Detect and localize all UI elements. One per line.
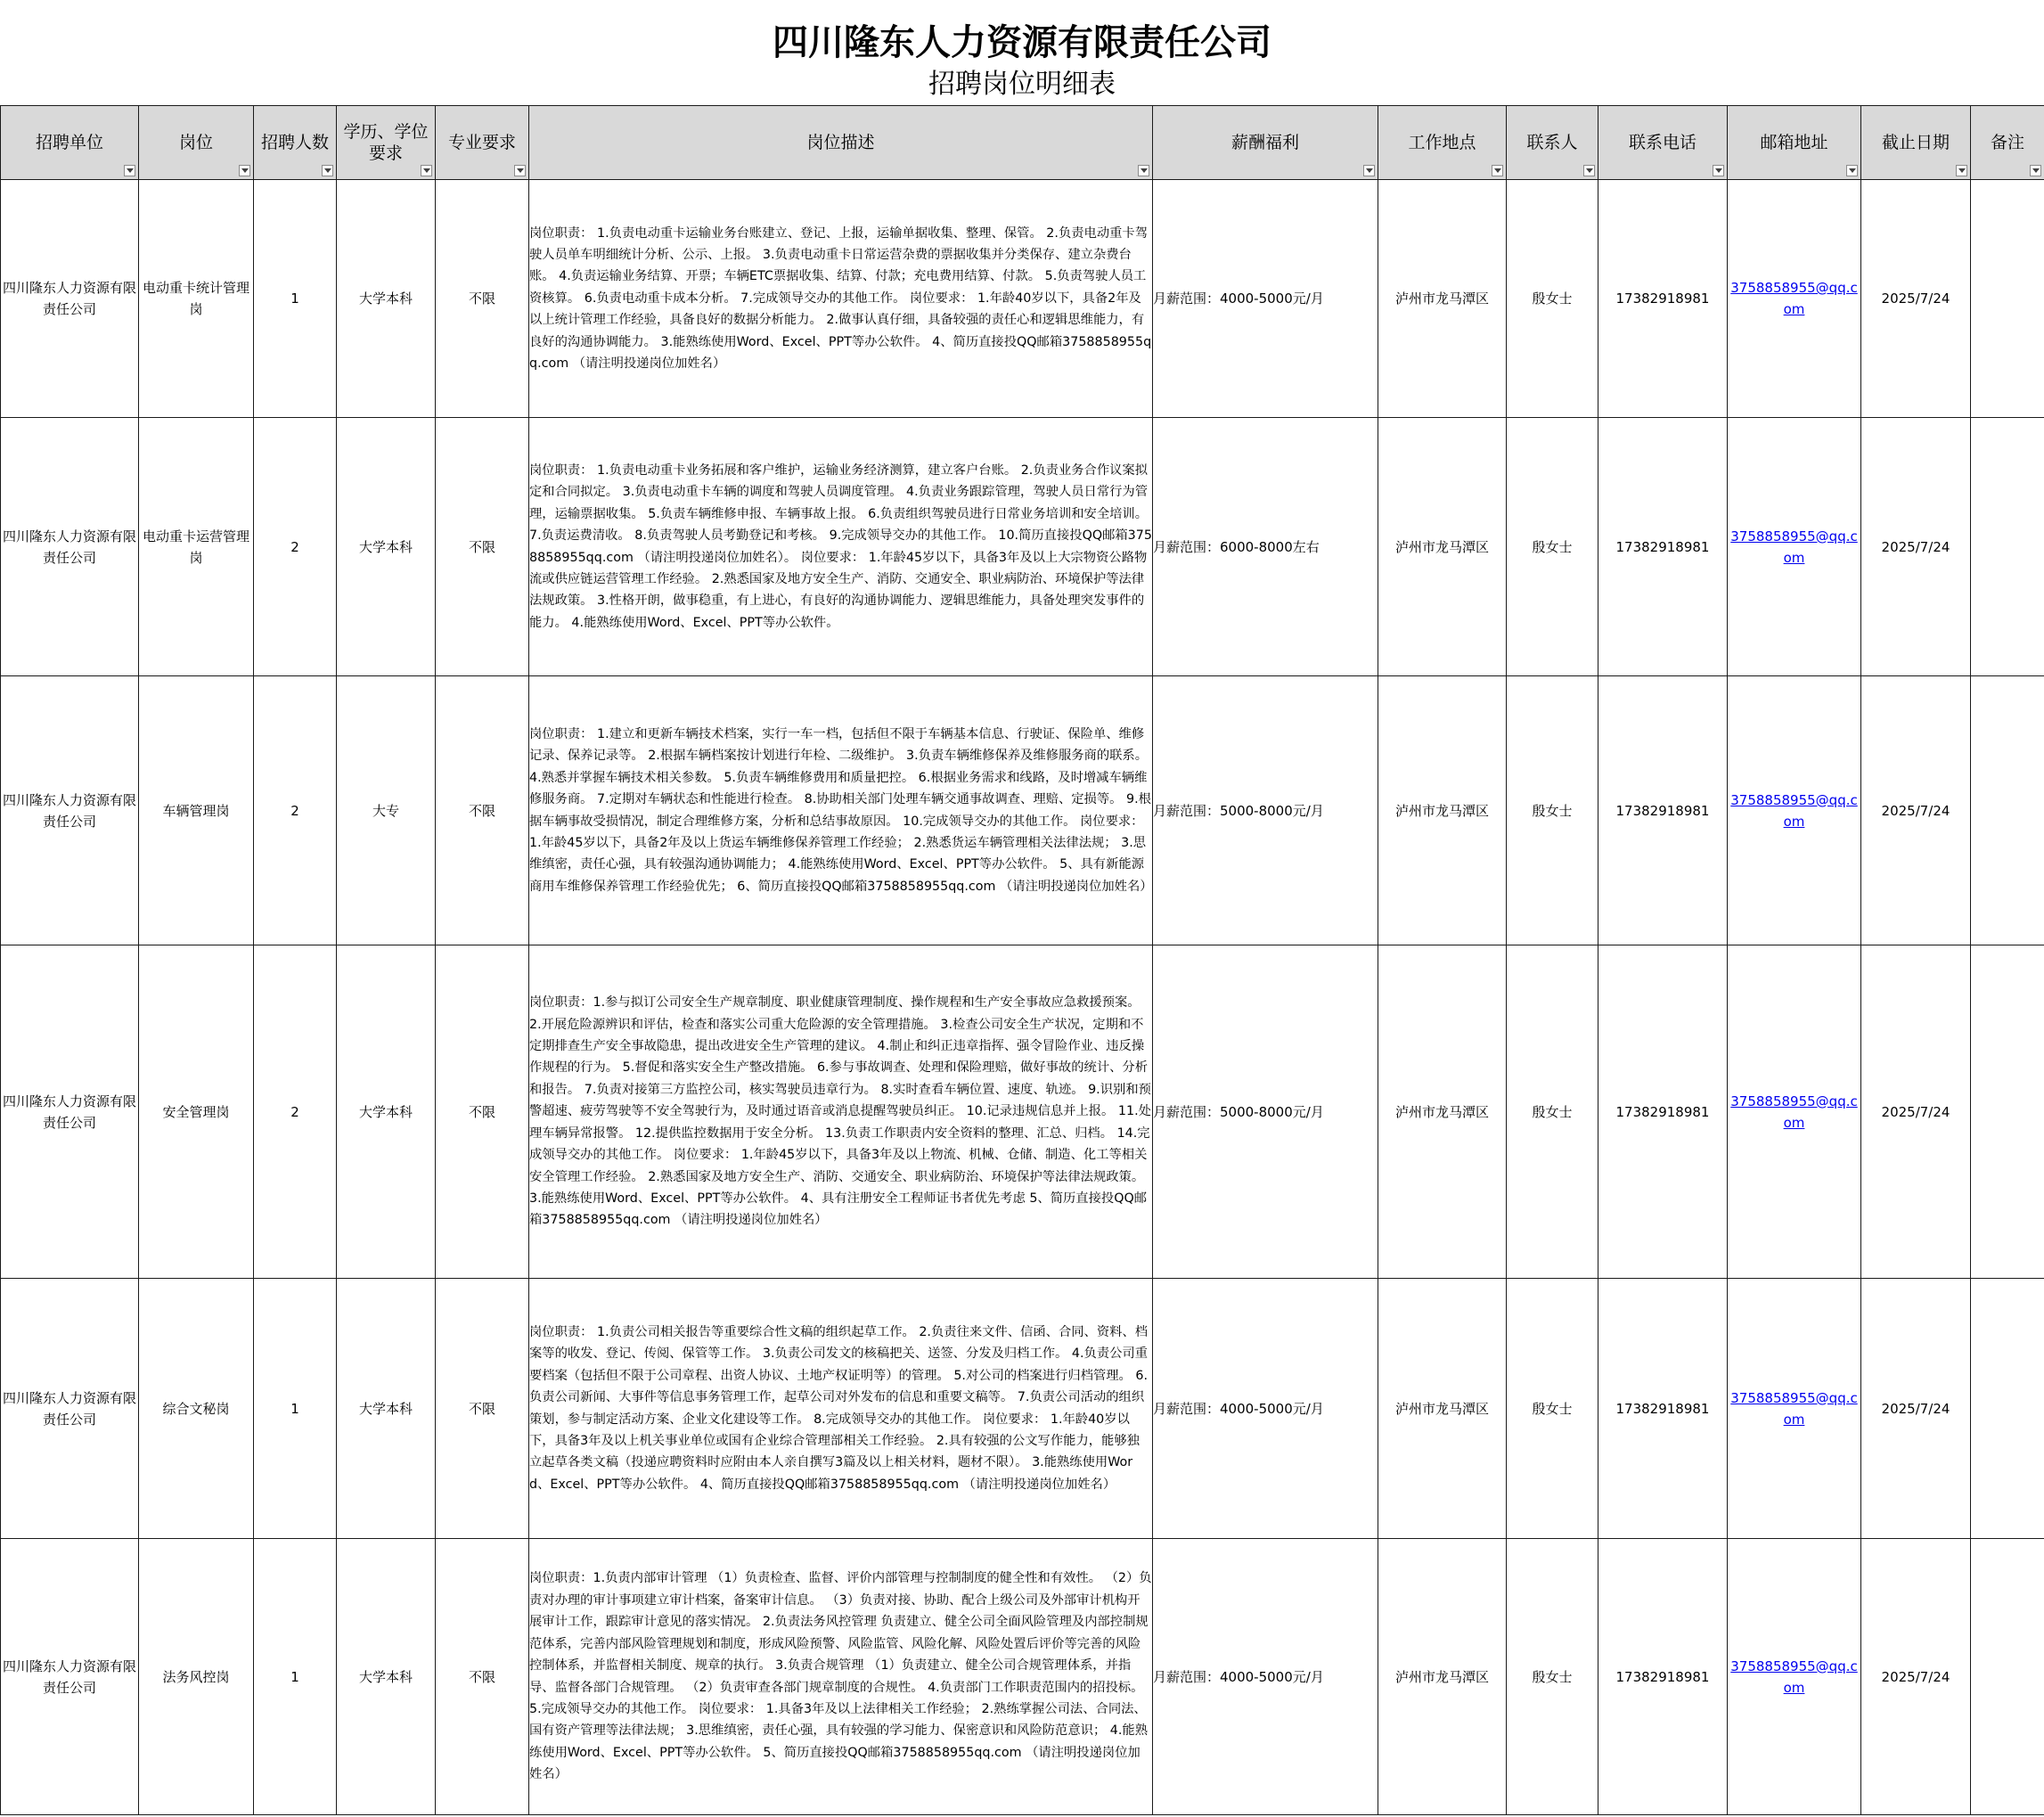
cell-salary: 月薪范围：4000-5000元/月	[1153, 1279, 1378, 1539]
cell-note	[1971, 676, 2044, 945]
table-row	[1, 418, 2044, 676]
header-phone: 联系电话	[1598, 106, 1728, 180]
cell-note	[1971, 945, 2044, 1279]
header-unit: 招聘单位	[1, 106, 139, 180]
cell-count: 1	[254, 1539, 337, 1815]
filter-dropdown-icon[interactable]	[514, 165, 526, 176]
cell-salary: 月薪范围：6000-8000左右	[1153, 418, 1378, 676]
cell-note	[1971, 418, 2044, 676]
header-major: 专业要求	[436, 106, 529, 180]
table-row	[1, 945, 2044, 1279]
cell-unit: 四川隆东人力资源有限责任公司	[1, 1539, 139, 1815]
filter-dropdown-icon[interactable]	[124, 165, 135, 176]
cell-unit: 四川隆东人力资源有限责任公司	[1, 418, 139, 676]
cell-deadline: 2025/7/24	[1861, 180, 1971, 418]
cell-email	[1728, 180, 1861, 418]
filter-dropdown-icon[interactable]	[1363, 165, 1375, 176]
cell-major: 不限	[436, 418, 529, 676]
filter-dropdown-icon[interactable]	[1956, 165, 1967, 176]
cell-contact: 殷女士	[1507, 1279, 1598, 1539]
cell-location: 泸州市龙马潭区	[1378, 676, 1507, 945]
cell-salary: 月薪范围：4000-5000元/月	[1153, 180, 1378, 418]
filter-dropdown-icon[interactable]	[2030, 165, 2041, 176]
cell-unit: 四川隆东人力资源有限责任公司	[1, 1279, 139, 1539]
header-post: 岗位	[139, 106, 254, 180]
cell-count: 1	[254, 180, 337, 418]
cell-count: 2	[254, 676, 337, 945]
header-note: 备注	[1971, 106, 2044, 180]
filter-dropdown-icon[interactable]	[322, 165, 333, 176]
table-row	[1, 1539, 2044, 1815]
cell-deadline: 2025/7/24	[1861, 1539, 1971, 1815]
cell-post: 电动重卡统计管理岗	[139, 180, 254, 418]
header-deadline: 截止日期	[1861, 106, 1971, 180]
cell-phone: 17382918981	[1598, 1279, 1728, 1539]
cell-unit: 四川隆东人力资源有限责任公司	[1, 180, 139, 418]
cell-major: 不限	[436, 1539, 529, 1815]
cell-degree: 大学本科	[337, 1279, 436, 1539]
header-description: 岗位描述	[529, 106, 1153, 180]
cell-degree: 大学本科	[337, 180, 436, 418]
cell-location: 泸州市龙马潭区	[1378, 945, 1507, 1279]
header-degree: 学历、学位要求	[337, 106, 436, 180]
cell-deadline: 2025/7/24	[1861, 676, 1971, 945]
cell-degree: 大学本科	[337, 1539, 436, 1815]
cell-email	[1728, 1279, 1861, 1539]
email-link[interactable]: 3758858955@qq.com	[1730, 528, 1858, 566]
cell-note	[1971, 180, 2044, 418]
cell-phone: 17382918981	[1598, 180, 1728, 418]
header-contact: 联系人	[1507, 106, 1598, 180]
table-row	[1, 180, 2044, 418]
cell-degree: 大学本科	[337, 418, 436, 676]
cell-description: 岗位职责：1.参与拟订公司安全生产规章制度、职业健康管理制度、操作规程和生产安全事故应急救援预案。 2.开展危险源辨识和评估，检查和落实公司重大危险源的安全管理措施。 3.检查公司安全生产状况，定期和不定期排查生产安全事故隐患，提出改进安全生产管理的建议。 4.制止和纠正违章指挥、强令冒险作业、违反操作规程的行为。 5.督促和落实安全生产整改措施。 6.参与事故调查、处理和保险理赔，做好事故的统计、分析和报告。 7.负责对接第三方监控公司，核实驾驶员违章行为。 8.实时查看车辆位置、速度、轨迹。 9.识别和预警超速、疲劳驾驶等不安全驾驶行为，及时通过语音或消息提醒驾驶员纠正。 10.记录违规信息并上报。 11.处理车辆异常报警。 12.提供监控数据用于安全分析。 13.负责工作职责内安全资料的整理、汇总、归档。 14.完成领导交办的其他工作。 岗位要求： 1.年龄45岁以下，具备3年及以上物流、机械、仓储、制造、化工等相关安全管理工作经验。 2.熟悉国家及地方安全生产、消防、交通安全、职业病防治、环境保护等法律法规政策。 3.能熟练使用Word、Excel、PPT等办公软件。 4、具有注册安全工程师证书者优先考虑 5、简历直接投QQ邮箱3758858955qq.com （请注明投递岗位加姓名）	[529, 945, 1153, 1279]
cell-location: 泸州市龙马潭区	[1378, 1279, 1507, 1539]
cell-major: 不限	[436, 1279, 529, 1539]
header-location: 工作地点	[1378, 106, 1507, 180]
table-row	[1, 676, 2044, 945]
cell-major: 不限	[436, 945, 529, 1279]
cell-major: 不限	[436, 676, 529, 945]
header-count: 招聘人数	[254, 106, 337, 180]
cell-post: 安全管理岗	[139, 945, 254, 1279]
cell-count: 2	[254, 418, 337, 676]
page-subtitle: 招聘岗位明细表	[928, 69, 1116, 100]
cell-location: 泸州市龙马潭区	[1378, 418, 1507, 676]
cell-description: 岗位职责： 1.负责电动重卡业务拓展和客户维护，运输业务经济测算，建立客户台账。 2.负责业务合作议案拟定和合同拟定。 3.负责电动重卡车辆的调度和驾驶人员调度管理。 4.负责业务跟踪管理，驾驶人员日常行为管理，运输票据收集。 5.负责车辆维修申报、车辆事故上报。 6.负责组织驾驶员进行日常业务培训和安全培训。 7.负责运费清收。 8.负责驾驶人员考勤登记和考核。 9.完成领导交办的其他工作。 10.简历直接投QQ邮箱3758858955qq.com （请注明投递岗位加姓名）。 岗位要求： 1.年龄45岁以下，具备3年及以上大宗物资公路物流或供应链运营管理工作经验。 2.熟悉国家及地方安全生产、消防、交通安全、职业病防治、环境保护等法律法规政策。 3.性格开朗，做事稳重，有上进心，有良好的沟通协调能力、逻辑思维能力，具备处理突发事件的能力。 4.能熟练使用Word、Excel、PPT等办公软件。	[529, 418, 1153, 676]
cell-salary: 月薪范围：5000-8000元/月	[1153, 945, 1378, 1279]
filter-dropdown-icon[interactable]	[239, 165, 250, 176]
recruitment-table	[0, 105, 2044, 1815]
cell-phone: 17382918981	[1598, 945, 1728, 1279]
filter-dropdown-icon[interactable]	[1846, 165, 1858, 176]
filter-dropdown-icon[interactable]	[1583, 165, 1595, 176]
cell-degree: 大学本科	[337, 945, 436, 1279]
cell-phone: 17382918981	[1598, 1539, 1728, 1815]
cell-count: 1	[254, 1279, 337, 1539]
cell-email	[1728, 945, 1861, 1279]
cell-description: 岗位职责：1.负责内部审计管理 （1）负责检查、监督、评价内部管理与控制制度的健全性和有效性。 （2）负责对办理的审计事项建立审计档案，备案审计信息。 （3）负责对接、协助、配合上级公司及外部审计机构开展审计工作，跟踪审计意见的落实情况。 2.负责法务风控管理 负责建立、健全公司全面风险管理及内部控制规范体系，完善内部风险管理规划和制度，形成风险预警、风险监管、风险化解、风险处置后评价等完善的风险控制体系，并监督相关制度、规章的执行。 3.负责合规管理 （1）负责建立、健全公司合规管理体系，并指导、监督各部门合规管理。 （2）负责审查各部门规章制度的合规性。 4.负责部门工作职责范围内的招投标。 5.完成领导交办的其他工作。 岗位要求： 1.具备3年及以上法律相关工作经验； 2.熟练掌握公司法、合同法、国有资产管理等法律法规； 3.思维缜密，责任心强，具有较强的学习能力、保密意识和风险防范意识； 4.能熟练使用Word、Excel、PPT等办公软件。 5、简历直接投QQ邮箱3758858955qq.com （请注明投递岗位加姓名）	[529, 1539, 1153, 1815]
cell-location: 泸州市龙马潭区	[1378, 1539, 1507, 1815]
cell-major: 不限	[436, 180, 529, 418]
filter-dropdown-icon[interactable]	[1492, 165, 1503, 176]
email-link[interactable]: 3758858955@qq.com	[1730, 1657, 1858, 1696]
cell-note	[1971, 1539, 2044, 1815]
filter-dropdown-icon[interactable]	[1138, 165, 1149, 176]
cell-contact: 殷女士	[1507, 418, 1598, 676]
cell-contact: 殷女士	[1507, 676, 1598, 945]
cell-email	[1728, 1539, 1861, 1815]
cell-degree: 大专	[337, 676, 436, 945]
cell-deadline: 2025/7/24	[1861, 1279, 1971, 1539]
table-row	[1, 1279, 2044, 1539]
cell-unit: 四川隆东人力资源有限责任公司	[1, 676, 139, 945]
email-link[interactable]: 3758858955@qq.com	[1730, 280, 1858, 317]
email-link[interactable]: 3758858955@qq.com	[1730, 1093, 1858, 1131]
page-title: 四川隆东人力资源有限责任公司	[773, 21, 1271, 63]
cell-contact: 殷女士	[1507, 945, 1598, 1279]
cell-post: 电动重卡运营管理岗	[139, 418, 254, 676]
cell-description: 岗位职责： 1.负责公司相关报告等重要综合性文稿的组织起草工作。 2.负责往来文件、信函、合同、资料、档案等的收发、登记、传阅、保管等工作。 3.负责公司发文的核稿把关、送签、分发及归档工作。 4.负责公司重要档案（包括但不限于公司章程、出资人协议、土地产权证明等）的管理。 5.对公司的档案进行归档管理。 6.负责公司新闻、大事件等信息事务管理工作，起草公司对外发布的信息和重要文稿等。 7.负责公司活动的组织策划，参与制定活动方案、企业文化建设等工作。 8.完成领导交办的其他工作。 岗位要求： 1.年龄40岁以下，具备3年及以上机关事业单位或国有企业综合管理部相关工作经验。 2.具有较强的公文写作能力，能够独立起草各类文稿（投递应聘资料时应附由本人亲自撰写3篇及以上相关材料，题材不限）。 3.能熟练使用Word、Excel、PPT等办公软件。 4、简历直接投QQ邮箱3758858955qq.com （请注明投递岗位加姓名）	[529, 1279, 1153, 1539]
cell-salary: 月薪范围：4000-5000元/月	[1153, 1539, 1378, 1815]
cell-contact: 殷女士	[1507, 1539, 1598, 1815]
cell-description: 岗位职责： 1.负责电动重卡运输业务台账建立、登记、上报，运输单据收集、整理、保管。 2.负责电动重卡驾驶人员单车明细统计分析、公示、上报。 3.负责电动重卡日常运营杂费的票据收集并分类保存、建立杂费台账。 4.负责运输业务结算、开票；车辆ETC票据收集、结算、付款；充电费用结算、付款。 5.负责驾驶人员工资核算。 6.负责电动重卡成本分析。 7.完成领导交办的其他工作。 岗位要求： 1.年龄40岁以下，具备2年及以上统计管理工作经验，具备良好的数据分析能力。 2.做事认真仔细，具备较强的责任心和逻辑思维能力，有良好的沟通协调能力。 3.能熟练使用Word、Excel、PPT等办公软件。 4、简历直接投QQ邮箱3758858955qq.com （请注明投递岗位加姓名）	[529, 180, 1153, 418]
cell-description: 岗位职责： 1.建立和更新车辆技术档案，实行一车一档，包括但不限于车辆基本信息、行驶证、保险单、维修记录、保养记录等。 2.根据车辆档案按计划进行年检、二级维护。 3.负责车辆维修保养及维修服务商的联系。 4.熟悉并掌握车辆技术相关参数。 5.负责车辆维修费用和质量把控。 6.根据业务需求和线路，及时增减车辆维修服务商。 7.定期对车辆状态和性能进行检查。 8.协助相关部门处理车辆交通事故调查、理赔、定损等。 9.根据车辆事故受损情况，制定合理维修方案，分析和总结事故原因。 10.完成领导交办的其他工作。 岗位要求： 1.年龄45岁以下，具备2年及以上货运车辆维修保养管理工作经验； 2.熟悉货运车辆管理相关法律法规； 3.思维缜密，责任心强，具有较强沟通协调能力； 4.能熟练使用Word、Excel、PPT等办公软件。 5、具有新能源商用车维修保养管理工作经验优先； 6、简历直接投QQ邮箱3758858955qq.com （请注明投递岗位加姓名）	[529, 676, 1153, 945]
cell-post: 法务风控岗	[139, 1539, 254, 1815]
cell-unit: 四川隆东人力资源有限责任公司	[1, 945, 139, 1279]
header-row	[1, 106, 2044, 180]
cell-phone: 17382918981	[1598, 676, 1728, 945]
cell-email	[1728, 418, 1861, 676]
cell-phone: 17382918981	[1598, 418, 1728, 676]
cell-salary: 月薪范围：5000-8000元/月	[1153, 676, 1378, 945]
header-email: 邮箱地址	[1728, 106, 1861, 180]
filter-dropdown-icon[interactable]	[1713, 165, 1724, 176]
cell-note	[1971, 1279, 2044, 1539]
cell-post: 综合文秘岗	[139, 1279, 254, 1539]
cell-email	[1728, 676, 1861, 945]
email-link[interactable]: 3758858955@qq.com	[1730, 1389, 1858, 1428]
cell-location: 泸州市龙马潭区	[1378, 180, 1507, 418]
cell-count: 2	[254, 945, 337, 1279]
cell-contact: 殷女士	[1507, 180, 1598, 418]
filter-dropdown-icon[interactable]	[421, 165, 432, 176]
header-salary: 薪酬福利	[1153, 106, 1378, 180]
cell-deadline: 2025/7/24	[1861, 945, 1971, 1279]
cell-post: 车辆管理岗	[139, 676, 254, 945]
email-link[interactable]: 3758858955@qq.com	[1730, 791, 1858, 830]
cell-deadline: 2025/7/24	[1861, 418, 1971, 676]
